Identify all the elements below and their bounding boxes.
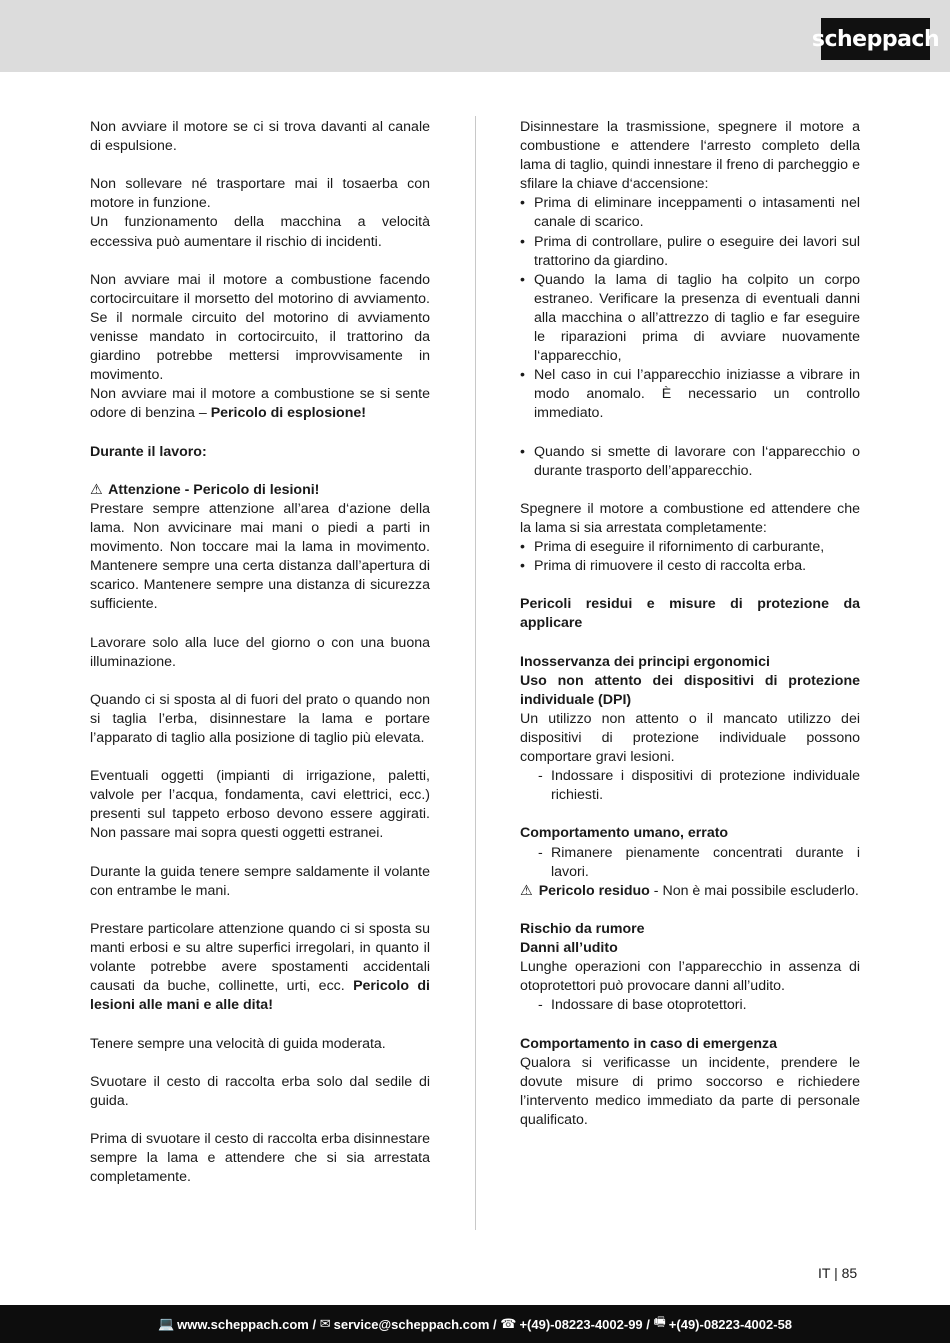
email-link[interactable]: service@scheppach.com <box>333 1316 490 1332</box>
dash-list <box>520 844 860 882</box>
column-divider <box>475 116 476 1230</box>
dash-list <box>520 996 860 1015</box>
warning-icon: ⚠ <box>520 882 533 899</box>
section-heading: Pericoli residui e misure di protezione da applicare <box>520 596 860 632</box>
paragraph: Quando ci si sposta al di fuori del prato o quando non si taglia l’erba, disinnestare la lama e portare l’apparato di taglio alla posizione di taglio più elevata. <box>90 691 430 746</box>
bullet-list <box>520 538 860 576</box>
paragraph: Lunghe operazioni con l’apparecchio in assenza di otoprotettori può provocare danni all’udito. <box>520 959 860 995</box>
subheading: Rischio da rumore <box>520 920 645 937</box>
paragraph-text: Non avviare mai il motore a combustione se si sente odore di benzina – <box>90 386 430 422</box>
subheading: Danni all’udito <box>520 940 618 957</box>
page-number: IT | 85 <box>818 1265 858 1281</box>
phone-icon: ☎ <box>500 1316 517 1331</box>
paragraph: Disinnestare la trasmissione, spegnere il motore a combustione e attendere l‘arresto completo della lama di taglio, quindi innestare il freno di parcheggio e sfilare la chiave d‘accensione: <box>520 119 860 193</box>
list-item: - Indossare di base otoprotettori. <box>538 996 860 1015</box>
paragraph: Lavorare solo alla luce del giorno o con una buona illuminazione. <box>90 634 430 670</box>
fax-icon: 🖷 <box>653 1314 666 1329</box>
paragraph: Non avviare mai il motore a combustione facendo cortocircuitare il morsetto del motorino di avviamento. Se il normale circuito del motorino di avviamento venisse mandato in cortocircuito, il trattorino da giardino potrebbe mettersi improvvisamente in movimento. <box>90 271 430 384</box>
paragraph: Spegnere il motore a combustione ed attendere che la lama si sia arrestata completamente: <box>520 500 860 536</box>
paragraph: Prima di svuotare il cesto di raccolta erba disinnestare sempre la lama e attendere che si sia arrestata completamente. <box>90 1130 430 1186</box>
paragraph: Eventuali oggetti (impianti di irrigazione, paletti, valvole per l’acqua, fondamenta, cavi elettrici, ecc.) presenti sul tappeto erboso devono essere aggirati. Non passare mai sopra questi oggetti estranei. <box>90 768 430 842</box>
residual-risk <box>520 882 860 901</box>
explosion-warning: Pericolo di esplosione! <box>210 405 366 422</box>
warning-icon: ⚠ <box>90 481 103 498</box>
paragraph: Durante la guida tenere sempre saldamente il volante con entrambe le mani. <box>90 863 430 899</box>
paragraph <box>90 920 430 1015</box>
list-item: • Nel caso in cui l’apparecchio iniziasse a vibrare in modo anomalo. È necessario un controllo immediato. <box>520 366 860 423</box>
paragraph: Tenere sempre una velocità di guida moderata. <box>90 1035 386 1052</box>
list-item: • Quando si smette di lavorare con l‘apparecchio o durante trasporto dell’apparecchio. <box>520 443 860 481</box>
subheading: Comportamento in caso di emergenza <box>520 1035 778 1052</box>
list-item: • Quando la lama di taglio ha colpito un corpo estraneo. Verificare la presenza di eventuali danni alla macchina o all’attrezzo di taglio e far eseguire le riparazioni prima di avviare nuovamente l‘apparecchio, <box>520 271 860 366</box>
paragraph: Non avviare il motore se ci si trova davanti al canale di espulsione. <box>90 119 430 155</box>
paragraph <box>90 385 430 423</box>
section-heading: Durante il lavoro: <box>90 443 207 460</box>
paragraph: Svuotare il cesto di raccolta erba solo dal sedile di guida. <box>90 1073 430 1109</box>
separator: / <box>489 1316 501 1332</box>
left-column <box>90 118 430 1206</box>
residual-risk-label: Pericolo residuo <box>538 882 650 899</box>
bullet-list <box>520 443 860 481</box>
list-item: • Prima di eseguire il rifornimento di carburante, <box>520 538 860 557</box>
paragraph-text: Prestare particolare attenzione quando ci si sposta su manti erbosi e su altre superfici irregolari, in quanto il volante potrebbe avere spostamenti accidentali causati da buche, collinette, urti, ecc. <box>90 920 430 995</box>
list-item: - Indossare i dispositivi di protezione individuale richiesti. <box>538 767 860 805</box>
subheading: Comportamento umano, errato <box>520 825 729 842</box>
page-header <box>0 0 950 72</box>
paragraph: Un utilizzo non attento o il mancato utilizzo dei dispositivi di protezione individuale possono comportare gravi lesioni. <box>520 710 860 766</box>
list-item: • Prima di rimuovere il cesto di raccolta erba. <box>520 557 860 576</box>
scheppach-logo: scheppach <box>821 18 930 60</box>
dash-list <box>520 767 860 805</box>
list-item: • Prima di eliminare inceppamenti o intasamenti nel canale di scarico. <box>520 194 860 232</box>
fax-number: +(49)-08223-4002-58 <box>668 1316 793 1332</box>
subheading: Inosservanza dei principi ergonomici <box>520 653 770 670</box>
paragraph: Un funzionamento della macchina a velocità eccessiva può aumentare il rischio di incidenti. <box>90 214 430 250</box>
right-column <box>520 118 860 1130</box>
mail-icon: ✉ <box>319 1316 331 1331</box>
page-footer <box>0 1305 950 1343</box>
subheading: Uso non attento dei dispositivi di protezione individuale (DPI) <box>520 672 860 708</box>
warning-title: Attenzione - Pericolo di lesioni! <box>108 481 320 498</box>
list-item: - Rimanere pienamente concentrati durante i lavori. <box>538 844 860 882</box>
phone-number: +(49)-08223-4002-99 <box>519 1316 643 1332</box>
paragraph: Non sollevare né trasportare mai il tosaerba con motore in funzione. <box>90 176 430 212</box>
injury-warning: Pericolo di lesioni alle mani e alle dita! <box>90 978 431 1014</box>
residual-risk-text: - Non è mai possibile escluderlo. <box>649 882 859 899</box>
separator: / <box>308 1316 320 1332</box>
website-link[interactable]: www.scheppach.com <box>177 1316 309 1332</box>
bullet-list <box>520 194 860 423</box>
warning-heading <box>90 481 430 500</box>
list-item: • Prima di controllare, pulire o eseguire dei lavori sul trattorino da giardino. <box>520 233 860 271</box>
computer-icon: 💻 <box>157 1316 175 1331</box>
paragraph: Prestare sempre attenzione all’area d‘azione della lama. Non avvicinare mai mani o piedi a parti in movimento. Non toccare mai la lama in movimento. Mantenere sempre una certa distanza dall’apertura di scarico. Mantenere sempre una distanza di sicurezza sufficiente. <box>90 500 430 613</box>
separator: / <box>642 1316 654 1332</box>
paragraph: Qualora si verificasse un incidente, prendere le dovute misure di primo soccorso e richiedere l’intervento medico immediato da parte di personale qualificato. <box>520 1054 860 1128</box>
